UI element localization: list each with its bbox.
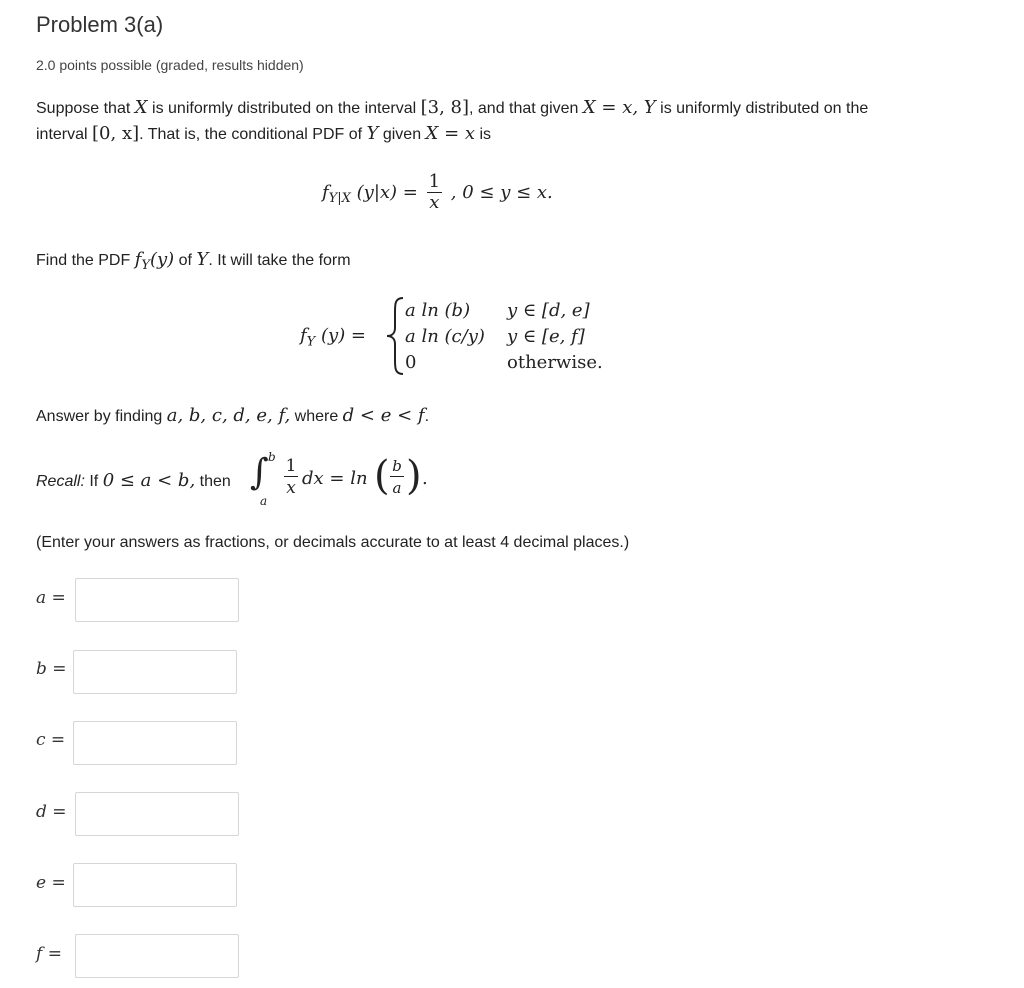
label-f: f = [36, 944, 62, 964]
intro-line-1: Suppose that X is uniformly distributed on the interval [3, 8], and that given X = x, Y is uniformly distributed on the [36, 97, 869, 118]
input-e[interactable] [73, 863, 237, 907]
recall-line: Recall: If 0 ≤ a < b, then [36, 470, 231, 491]
label-a: a = [36, 588, 66, 608]
label-c: c = [36, 730, 66, 750]
problem-title: Problem 3(a) [36, 12, 164, 37]
intro-line-2: interval [0, x]. That is, the conditional PDF of Y given X = x is [36, 123, 492, 144]
points-info: 2.0 points possible (graded, results hidden) [36, 57, 304, 73]
input-d[interactable] [75, 792, 239, 836]
case-expr-2: a ln (c/y) [405, 326, 485, 347]
label-d: d = [36, 802, 67, 822]
case-expr-3: 0 [405, 352, 417, 373]
case-cond-3: otherwise. [507, 352, 603, 373]
case-expr-1: a ln (b) [405, 300, 471, 321]
input-a[interactable] [75, 578, 239, 622]
label-e: e = [36, 873, 66, 893]
case-cond-1: y ∈ [d, e] [507, 300, 590, 321]
conditional-pdf-equation: $f_{Y|X}$ (y|x) = $\frac{1}{x}$ , 0 ≤ y ≤ x. [322, 171, 553, 213]
label-b: b = [36, 659, 67, 679]
enter-note: (Enter your answers as fractions, or decimals accurate to at least 4 decimal places.) [36, 534, 630, 551]
answer-instruction: Answer by finding a, b, c, d, e, f, where d < e < f. [36, 405, 430, 426]
left-brace [383, 296, 407, 376]
case-cond-2: y ∈ [e, f] [507, 326, 585, 347]
find-pdf-line: Find the PDF $f_Y(y)$ of Y. It will take the form [36, 249, 351, 274]
input-f[interactable] [75, 934, 239, 978]
input-c[interactable] [73, 721, 237, 765]
piecewise-lhs: $f_Y$ (y) = [300, 325, 367, 350]
input-b[interactable] [73, 650, 237, 694]
integral-formula: ∫ b a 1 x dx = ln ( b a ) . [250, 450, 428, 508]
